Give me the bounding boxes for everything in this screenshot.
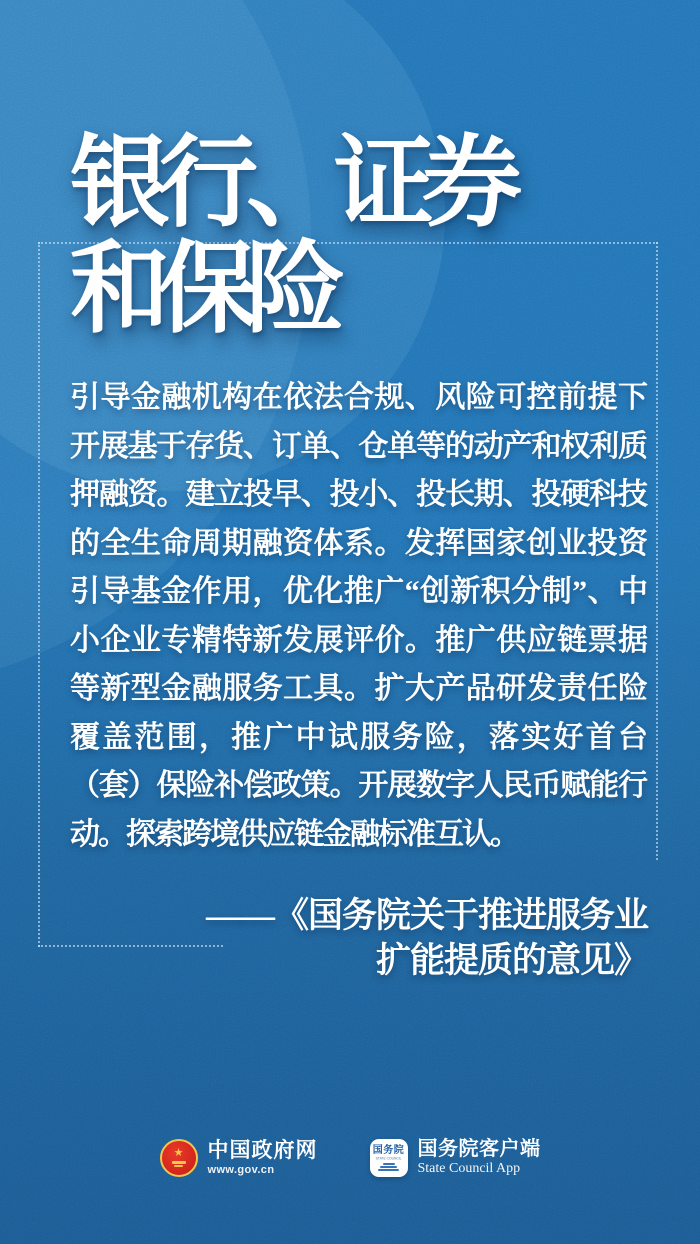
emblem-gate-base-shape — [174, 1165, 183, 1167]
building-icon — [378, 1163, 399, 1171]
gov-website-brand — [160, 1139, 318, 1177]
quote-body-line: 押融资。建立投早、投小、投长期、投硬科技 — [70, 478, 646, 511]
poster-title-line-2: 和保险 — [70, 233, 334, 345]
state-council-app-brand — [370, 1138, 541, 1177]
quote-body-line: 开展基于存货、订单、仓单等的动产和权利质 — [70, 429, 646, 463]
footer-brand-bar — [0, 1138, 700, 1177]
gov-website-url: www.gov.cn — [207, 1163, 275, 1176]
quote-body-line: 小企业专精特新发展评价。推广供应链票据 — [70, 623, 646, 657]
quote-body-line: （套）保险补偿政策。开展数字人民币赋能行 — [70, 769, 646, 802]
poster-title-line-1: 银行、证券 — [70, 127, 510, 239]
poster-title — [70, 127, 510, 345]
app-icon-subtitle: STATE COUNCIL — [375, 1156, 402, 1161]
quote-body-text — [70, 374, 646, 859]
quote-body-line: 动。探索跨境供应链金融标准互认。 — [70, 817, 518, 851]
quote-attribution-line-1: ——《国务院关于推进服务业 — [205, 896, 648, 935]
quote-frame-left-border — [38, 242, 40, 947]
emblem-gate-shape — [172, 1161, 186, 1164]
emblem-star-glyph: ★ — [173, 1146, 184, 1159]
quote-attribution — [206, 893, 648, 983]
quote-body-line: 引导金融机构在依法合规、风险可控前提下 — [70, 381, 646, 414]
national-emblem-icon — [160, 1139, 198, 1177]
quote-body-line: 等新型金融服务工具。扩大产品研发责任险 — [70, 672, 646, 705]
quote-attribution-line-2: 扩能提质的意见》 — [375, 941, 648, 980]
quote-frame-bottom-border — [38, 945, 223, 947]
app-name: 国务院客户端 — [417, 1138, 541, 1160]
quote-body-line: 覆盖范围，推广中试服务险，落实好首台 — [70, 720, 646, 754]
gov-website-name: 中国政府网 — [207, 1138, 318, 1162]
quote-frame-right-border — [656, 242, 658, 860]
app-subtitle: State Council App — [417, 1161, 521, 1176]
quote-body-line: 的全生命周期融资体系。发挥国家创业投资 — [70, 526, 646, 560]
app-icon-title: 国务院 — [372, 1144, 405, 1156]
quote-body-line: 引导基金作用，优化推广“创新积分制”、中 — [70, 575, 646, 608]
state-council-app-icon — [370, 1139, 408, 1177]
